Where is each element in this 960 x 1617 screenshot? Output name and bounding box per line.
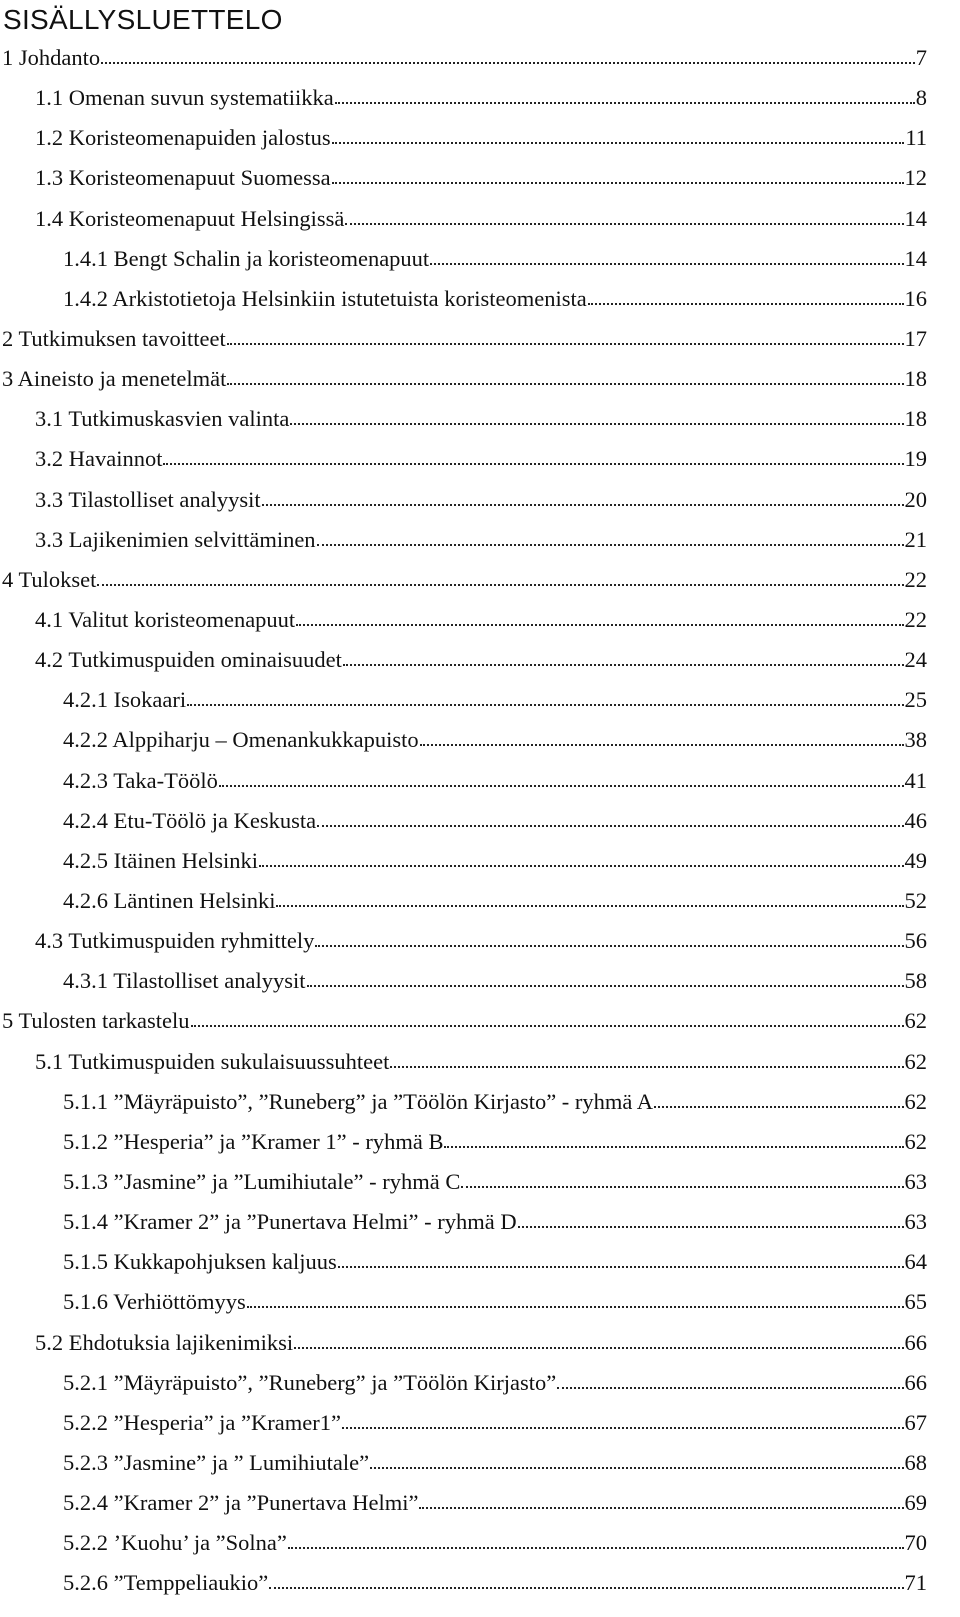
toc-entry-page-number: 17 bbox=[904, 325, 927, 351]
toc-entry[interactable] bbox=[0, 801, 960, 841]
toc-entry[interactable] bbox=[0, 1202, 960, 1242]
toc-entry-label: 1 Johdanto bbox=[2, 45, 101, 70]
dot-leader bbox=[187, 704, 903, 706]
toc-entry[interactable] bbox=[0, 158, 960, 198]
toc-entry-label: 3.1 Tutkimuskasvien valinta bbox=[35, 406, 290, 432]
dot-leader bbox=[101, 62, 915, 64]
toc-entry[interactable] bbox=[0, 680, 960, 720]
toc-entry[interactable] bbox=[0, 1483, 960, 1523]
toc-entry-label: 1.1 Omenan suvun systematiikka bbox=[35, 85, 334, 111]
toc-entry[interactable] bbox=[0, 439, 960, 479]
dot-leader bbox=[390, 1066, 903, 1068]
toc-entry[interactable] bbox=[0, 399, 960, 439]
toc-entry[interactable] bbox=[0, 118, 960, 158]
dot-leader bbox=[262, 504, 904, 506]
toc-entry-label: 4.2.2 Alppiharju – Omenankukkapuisto bbox=[63, 727, 419, 753]
toc-entry-label: 5.2.2 ’Kuohu’ ja ”Solna” bbox=[63, 1530, 287, 1556]
dot-leader bbox=[247, 1306, 904, 1308]
dot-leader bbox=[317, 825, 903, 827]
toc-entry-page-number: 22 bbox=[904, 606, 927, 632]
toc-entry-page-number: 24 bbox=[904, 647, 927, 673]
toc-entry[interactable] bbox=[0, 1162, 960, 1202]
dot-leader bbox=[227, 383, 903, 385]
dot-leader bbox=[557, 1387, 903, 1389]
dot-leader bbox=[294, 1347, 903, 1349]
toc-entry-page-number: 58 bbox=[904, 968, 927, 994]
toc-entry[interactable] bbox=[0, 480, 960, 520]
dot-leader bbox=[227, 343, 904, 345]
toc-entry-label: 1.2 Koristeomenapuiden jalostus bbox=[35, 125, 331, 151]
toc-entry-page-number: 62 bbox=[904, 1088, 927, 1114]
dot-leader bbox=[259, 865, 904, 867]
toc-entry-label: 4.2.5 Itäinen Helsinki bbox=[63, 847, 258, 873]
toc-entry[interactable] bbox=[0, 1403, 960, 1443]
toc-entry-page-number: 63 bbox=[904, 1209, 927, 1235]
toc-heading: SISÄLLYSLUETTELO bbox=[3, 4, 283, 35]
toc-entry-label: 5.1 Tutkimuspuiden sukulaisuussuhteet bbox=[35, 1048, 390, 1074]
toc-entry[interactable] bbox=[0, 1042, 960, 1082]
toc-entry-page-number: 52 bbox=[904, 887, 927, 913]
toc-entry[interactable] bbox=[0, 560, 960, 600]
toc-entry-page-number: 22 bbox=[904, 566, 927, 592]
dot-leader bbox=[588, 303, 904, 305]
toc-entry-page-number: 65 bbox=[904, 1289, 927, 1315]
toc-entry-page-number: 7 bbox=[915, 45, 927, 70]
dot-leader bbox=[191, 1025, 904, 1027]
toc-entry-label: 4 Tulokset bbox=[2, 566, 97, 592]
toc-entry[interactable] bbox=[0, 239, 960, 279]
dot-leader bbox=[342, 1427, 904, 1429]
toc-entry-page-number: 63 bbox=[904, 1168, 927, 1194]
toc-entry-label: 3 Aineisto ja menetelmät bbox=[2, 366, 227, 392]
toc-entry[interactable] bbox=[0, 961, 960, 1001]
toc-entry[interactable] bbox=[0, 1523, 960, 1563]
toc-entry-label: 4.2.1 Isokaari bbox=[63, 687, 187, 713]
toc-entry[interactable] bbox=[0, 1443, 960, 1483]
dot-leader bbox=[654, 1106, 903, 1108]
toc-entry[interactable] bbox=[0, 921, 960, 961]
toc-entry[interactable] bbox=[0, 1242, 960, 1282]
toc-entry[interactable] bbox=[0, 199, 960, 239]
toc-entry-page-number: 66 bbox=[904, 1329, 927, 1355]
toc-entry-page-number: 66 bbox=[904, 1369, 927, 1395]
dot-leader bbox=[444, 1146, 903, 1148]
toc-entry-page-number: 38 bbox=[904, 727, 927, 753]
toc-entry-page-number: 18 bbox=[904, 366, 927, 392]
toc-entry-label: 4.2 Tutkimuspuiden ominaisuudet bbox=[35, 647, 342, 673]
toc-entry-label: 3.3 Lajikenimien selvittäminen bbox=[35, 526, 316, 552]
toc-entry[interactable] bbox=[0, 881, 960, 921]
toc-entry-page-number: 25 bbox=[904, 687, 927, 713]
toc-entry-page-number: 71 bbox=[904, 1570, 927, 1596]
dot-leader bbox=[338, 1266, 904, 1268]
dot-leader bbox=[97, 584, 903, 586]
toc-entry-label: 5.1.3 ”Jasmine” ja ”Lumihiutale” - ryhmä C bbox=[63, 1168, 461, 1194]
toc-entry-page-number: 46 bbox=[904, 807, 927, 833]
toc-entry-label: 5.2.6 ”Temppeliaukio” bbox=[63, 1570, 269, 1596]
toc-entry-label: 1.4 Koristeomenapuut Helsingissä bbox=[35, 205, 345, 231]
toc-entry[interactable] bbox=[0, 520, 960, 560]
dot-leader bbox=[430, 263, 903, 265]
toc-entry[interactable] bbox=[0, 1082, 960, 1122]
dot-leader bbox=[290, 423, 903, 425]
toc-entry-label: 1.3 Koristeomenapuut Suomessa bbox=[35, 165, 331, 191]
toc-entry-page-number: 62 bbox=[904, 1128, 927, 1154]
toc-entry-label: 4.3 Tutkimuspuiden ryhmittely bbox=[35, 928, 315, 954]
toc-entry[interactable] bbox=[0, 319, 960, 359]
dot-leader bbox=[332, 142, 905, 144]
toc-entry[interactable] bbox=[0, 279, 960, 319]
toc-entry-label: 2 Tutkimuksen tavoitteet bbox=[2, 325, 226, 351]
toc-entry-page-number: 70 bbox=[904, 1530, 927, 1556]
toc-entry-label: 1.4.2 Arkistotietoja Helsinkiin istutetuista koristeomenista bbox=[63, 285, 587, 311]
toc-entry-label: 5.2.2 ”Hesperia” ja ”Kramer1” bbox=[63, 1409, 341, 1435]
toc-entry-page-number: 49 bbox=[904, 847, 927, 873]
toc-entry[interactable] bbox=[0, 761, 960, 801]
toc-entry-page-number: 12 bbox=[904, 165, 927, 191]
dot-leader bbox=[332, 182, 904, 184]
toc-entry-page-number: 11 bbox=[905, 125, 927, 151]
toc-entry-label: 1.4.1 Bengt Schalin ja koristeomenapuut bbox=[63, 245, 430, 271]
toc-entry-page-number: 68 bbox=[904, 1449, 927, 1475]
toc-entry[interactable] bbox=[0, 1323, 960, 1363]
dot-leader bbox=[419, 1507, 903, 1509]
toc-entry-label: 5 Tulosten tarkastelu bbox=[2, 1008, 190, 1034]
toc-entry-page-number: 8 bbox=[915, 85, 927, 111]
toc-entry-page-number: 21 bbox=[904, 526, 927, 552]
toc-entry-label: 3.3 Tilastolliset analyysit bbox=[35, 486, 261, 512]
toc-entry-label: 5.1.6 Verhiöttömyys bbox=[63, 1289, 246, 1315]
toc-entry[interactable] bbox=[0, 1363, 960, 1403]
toc-entry-label: 4.3.1 Tilastolliset analyysit bbox=[63, 968, 306, 994]
dot-leader bbox=[461, 1186, 903, 1188]
toc-entry-label: 5.1.5 Kukkapohjuksen kaljuus bbox=[63, 1249, 337, 1275]
dot-leader bbox=[307, 985, 904, 987]
toc-entry[interactable] bbox=[0, 1001, 960, 1041]
toc-entry-page-number: 14 bbox=[904, 205, 927, 231]
toc-entry-label: 5.2 Ehdotuksia lajikenimiksi bbox=[35, 1329, 294, 1355]
toc-entry[interactable] bbox=[0, 640, 960, 680]
toc-entry-label: 4.2.4 Etu-Töölö ja Keskusta bbox=[63, 807, 317, 833]
toc-entry-label: 3.2 Havainnot bbox=[35, 446, 163, 472]
dot-leader bbox=[335, 102, 915, 104]
toc-entry[interactable] bbox=[0, 1282, 960, 1322]
dot-leader bbox=[420, 744, 904, 746]
dot-leader bbox=[276, 905, 903, 907]
toc-entry-label: 4.2.3 Taka-Töölö bbox=[63, 767, 218, 793]
toc-entry[interactable] bbox=[0, 720, 960, 760]
toc-entry[interactable] bbox=[0, 1563, 960, 1603]
toc-entry-page-number: 67 bbox=[904, 1409, 927, 1435]
toc-entry[interactable] bbox=[0, 38, 960, 78]
dot-leader bbox=[269, 1587, 903, 1589]
toc-entry-label: 5.1.4 ”Kramer 2” ja ”Punertava Helmi” - ryhmä D bbox=[63, 1209, 517, 1235]
toc-entry-page-number: 19 bbox=[904, 446, 927, 472]
toc-entry-label: 4.2.6 Läntinen Helsinki bbox=[63, 887, 276, 913]
dot-leader bbox=[370, 1467, 903, 1469]
toc-entry[interactable] bbox=[0, 841, 960, 881]
dot-leader bbox=[345, 223, 903, 225]
toc-list bbox=[0, 38, 960, 1603]
toc-entry-label: 5.2.4 ”Kramer 2” ja ”Punertava Helmi” bbox=[63, 1490, 419, 1516]
toc-entry-page-number: 64 bbox=[904, 1249, 927, 1275]
toc-entry[interactable] bbox=[0, 78, 960, 118]
dot-leader bbox=[163, 463, 903, 465]
toc-entry[interactable] bbox=[0, 600, 960, 640]
dot-leader bbox=[296, 624, 903, 626]
dot-leader bbox=[518, 1226, 904, 1228]
toc-entry-page-number: 18 bbox=[904, 406, 927, 432]
dot-leader bbox=[343, 664, 904, 666]
toc-entry-label: 5.2.1 ”Mäyräpuisto”, ”Runeberg” ja ”Töölön Kirjasto” bbox=[63, 1369, 557, 1395]
toc-entry-page-number: 14 bbox=[904, 245, 927, 271]
toc-entry-page-number: 41 bbox=[904, 767, 927, 793]
toc-entry[interactable] bbox=[0, 1122, 960, 1162]
toc-entry-page-number: 62 bbox=[904, 1048, 927, 1074]
toc-entry-page-number: 62 bbox=[904, 1008, 927, 1034]
toc-entry-label: 4.1 Valitut koristeomenapuut bbox=[35, 606, 296, 632]
toc-entry-page-number: 20 bbox=[904, 486, 927, 512]
dot-leader bbox=[288, 1547, 904, 1549]
toc-entry-label: 5.1.1 ”Mäyräpuisto”, ”Runeberg” ja ”Töölön Kirjasto” - ryhmä A bbox=[63, 1088, 654, 1114]
toc-entry-page-number: 16 bbox=[904, 285, 927, 311]
dot-leader bbox=[219, 785, 904, 787]
toc-entry[interactable] bbox=[0, 359, 960, 399]
toc-entry-label: 5.2.3 ”Jasmine” ja ” Lumihiutale” bbox=[63, 1449, 370, 1475]
toc-entry-page-number: 69 bbox=[904, 1490, 927, 1516]
dot-leader bbox=[315, 945, 903, 947]
toc-entry-label: 5.1.2 ”Hesperia” ja ”Kramer 1” - ryhmä B bbox=[63, 1128, 444, 1154]
dot-leader bbox=[317, 544, 904, 546]
toc-entry-page-number: 56 bbox=[904, 928, 927, 954]
